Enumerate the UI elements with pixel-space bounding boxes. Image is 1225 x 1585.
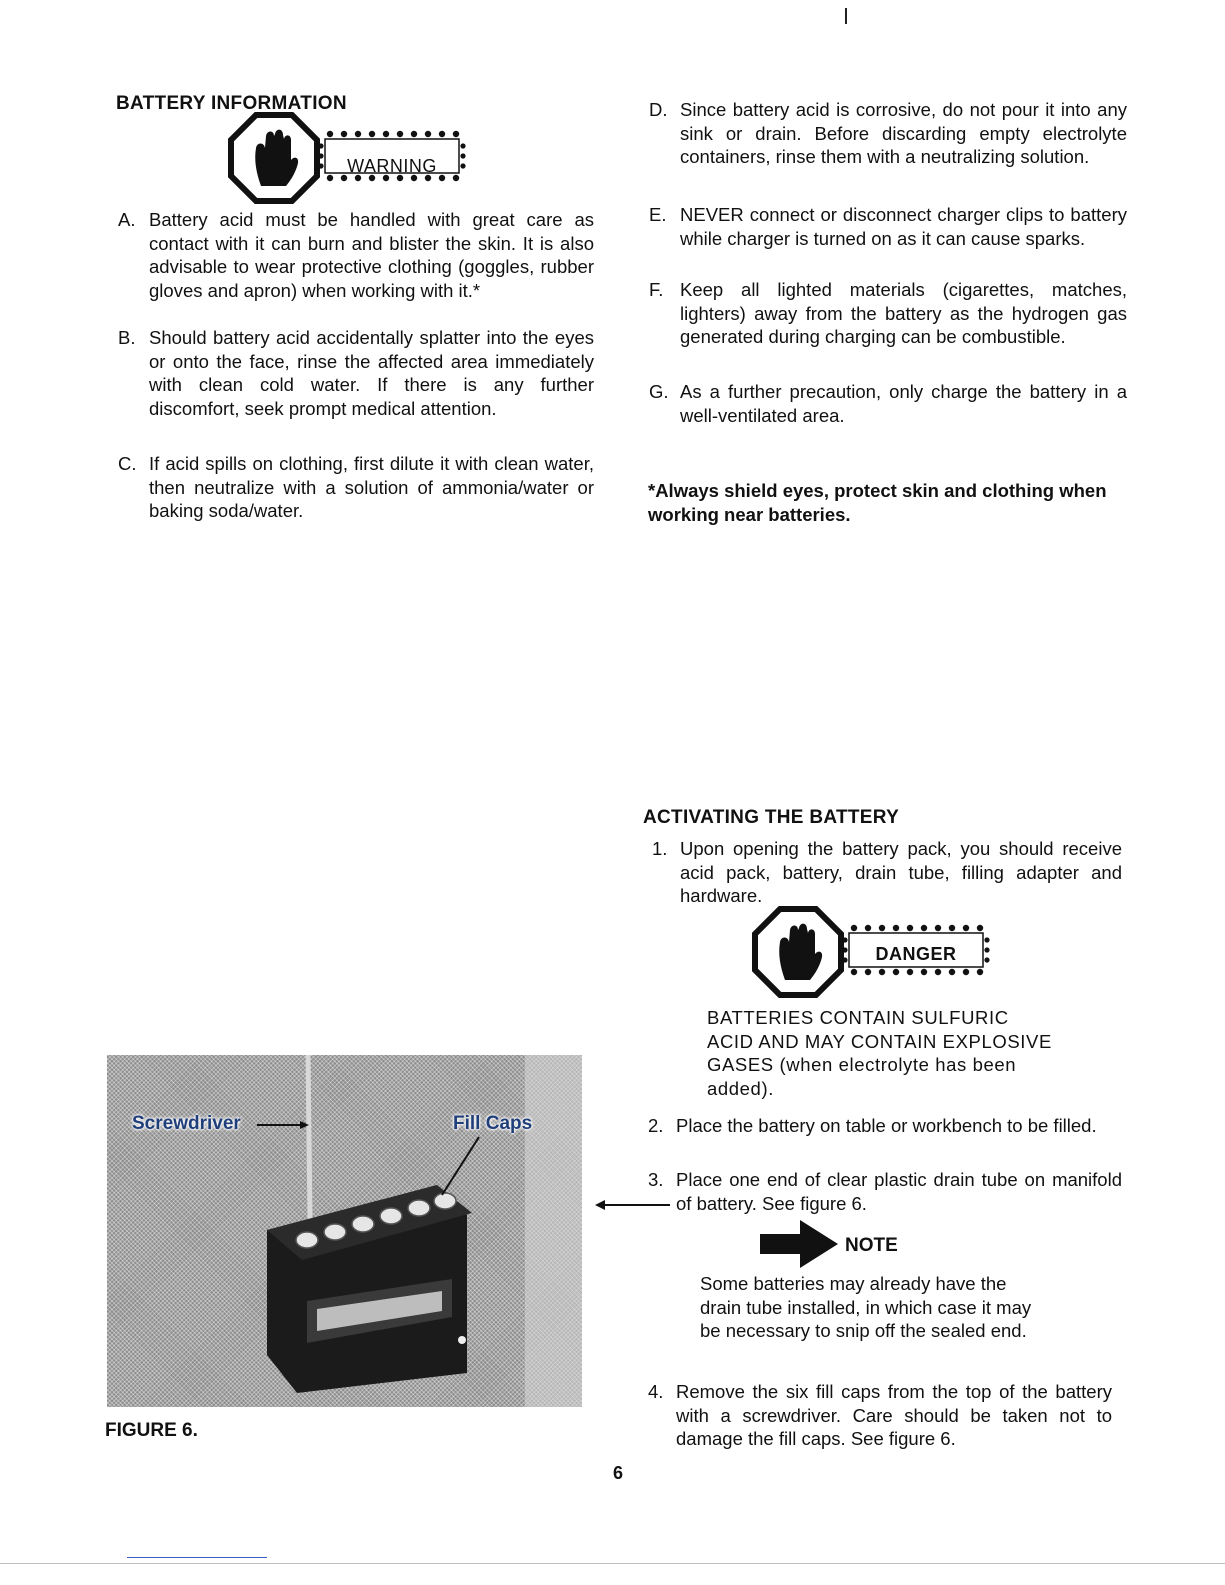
step-text: Place one end of clear plastic drain tube on manifold of battery. See figure 6. [676, 1169, 1122, 1214]
step-1 [652, 837, 1122, 909]
item-label: D. [649, 99, 668, 120]
stop-hand-icon [752, 906, 844, 998]
item-text: As a further precaution, only charge the battery in a well-ventilated area. [680, 381, 1127, 426]
list-item-d [649, 98, 1127, 194]
item-label: B. [118, 327, 136, 348]
arrow-right-icon [760, 1220, 840, 1268]
section-title-battery-information: BATTERY INFORMATION [116, 93, 347, 114]
step-4 [648, 1380, 1112, 1452]
item-label: G. [649, 381, 669, 402]
item-label: E. [649, 204, 667, 225]
note-header [760, 1220, 920, 1268]
bottom-scan-line [0, 1563, 1225, 1564]
warning-hazard [228, 118, 478, 202]
step-label: 2. [648, 1115, 664, 1136]
step-2 [648, 1114, 1122, 1162]
step-text: Remove the six fill caps from the top of the battery with a screwdriver. Care should be taken not to damage the fill caps. See figure 6. [676, 1381, 1112, 1449]
figure-caption: FIGURE 6. [105, 1420, 198, 1441]
screwdriver-label: Screwdriver [132, 1113, 241, 1134]
item-text: If acid spills on clothing, first dilute it with clean water, then neutralize with a solution of ammonia/water or baking soda/water. [149, 453, 594, 521]
item-label: A. [118, 209, 136, 230]
page-number: 6 [613, 1463, 624, 1483]
danger-label: DANGER [875, 944, 957, 964]
step-text: Upon opening the battery pack, you should receive acid pack, battery, drain tube, filling adapter and hardware. [680, 838, 1122, 906]
top-mark [845, 8, 847, 24]
bottom-link-mark [127, 1557, 267, 1558]
list-item-e [649, 203, 1127, 275]
item-text: Since battery acid is corrosive, do not pour it into any sink or drain. Before discarding empty electrolyte containers, rinse them with a neutralizing solution. [680, 99, 1127, 167]
figure-pointer-arrowhead [595, 1200, 605, 1210]
stop-hand-icon [228, 112, 320, 204]
danger-hazard [752, 912, 1002, 996]
list-item-f [649, 278, 1127, 374]
note-text: Some batteries may already have the drain tube installed, in which case it may be necessary to snip off the sealed end. [700, 1273, 1032, 1341]
step-label: 3. [648, 1169, 664, 1190]
list-item-c [118, 452, 594, 524]
item-label: F. [649, 279, 664, 300]
list-item-g [649, 380, 1127, 430]
danger-text: BATTERIES CONTAIN SULFURIC ACID AND MAY CONTAIN EXPLOSIVE GASES (when electrolyte has been added). [707, 1007, 1052, 1099]
battery-illustration [107, 1055, 582, 1407]
item-label: C. [118, 453, 137, 474]
step-label: 1. [652, 838, 668, 859]
step-label: 4. [648, 1381, 664, 1402]
item-text: Keep all lighted materials (cigarettes, matches, lighters) away from the battery as the hydrogen gas generated during charging can be combustible. [680, 279, 1127, 347]
safety-footnote: *Always shield eyes, protect skin and clothing when working near batteries. [648, 480, 1107, 525]
battery-photo [107, 1055, 582, 1407]
section-title-activating: ACTIVATING THE BATTERY [643, 807, 900, 828]
step-text: Place the battery on table or workbench to be filled. [676, 1115, 1097, 1136]
item-text: Battery acid must be handled with great care as contact with it can burn and blister the skin. It is also advisable to wear protective clothing (goggles, rubber gloves and apron) when working with it.* [149, 209, 594, 301]
list-item-b [118, 326, 594, 446]
step-3 [648, 1168, 1122, 1216]
list-item-a [118, 208, 594, 308]
item-text: Should battery acid accidentally splatter into the eyes or onto the face, rinse the affected area immediately with clean cold water. If there is any further discomfort, seek prompt medical attention. [149, 327, 594, 419]
note-label: NOTE [845, 1235, 898, 1256]
fill-caps-label: Fill Caps [453, 1113, 533, 1134]
figure-pointer-line [600, 1204, 670, 1206]
item-text: NEVER connect or disconnect charger clips to battery while charger is turned on as it can cause sparks. [680, 204, 1127, 249]
warning-label: WARNING [347, 156, 437, 176]
